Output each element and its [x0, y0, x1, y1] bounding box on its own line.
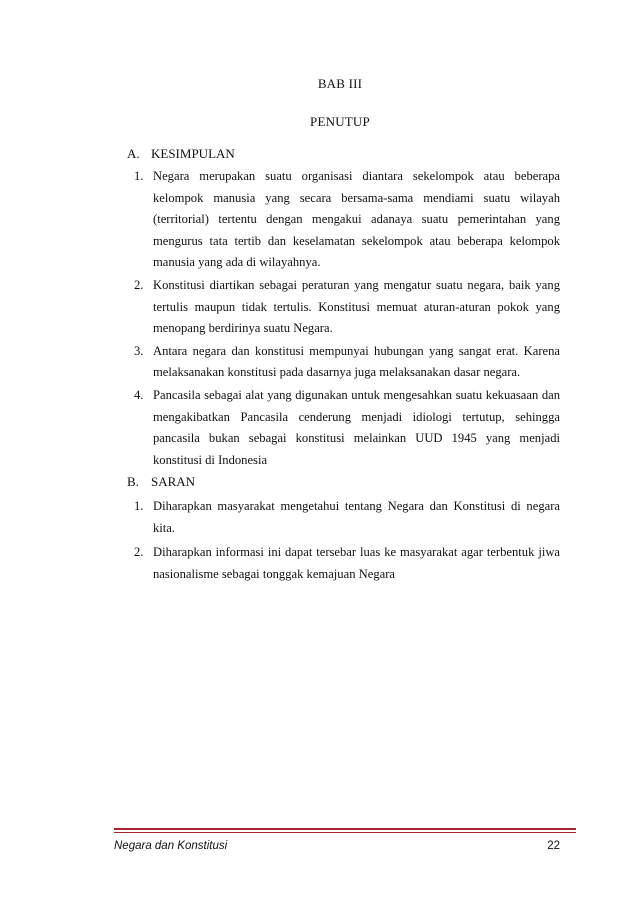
item-number: 2. [134, 545, 144, 560]
list-item [134, 166, 560, 274]
item-number: 1. [134, 169, 144, 183]
item-number: 4. [134, 387, 144, 402]
section-heading-saran [127, 474, 195, 490]
section-letter: B. [127, 474, 139, 489]
item-text: Antara negara dan konstitusi mempunyai hubungan yang sangat erat. Karena melaksanakan konstitusi pada dasarnya juga melaksanakan dasar negara. [153, 343, 560, 380]
chapter-number: BAB III [317, 76, 363, 91]
item-text: Konstitusi diartikan sebagai peraturan yang mengatur suatu negara, baik yang tertulis maupun tidak tertulis. Konstitusi memuat aturan-aturan pokok yang menopang berdirinya suatu Negara. [153, 277, 560, 336]
item-text: Negara merupakan suatu organisasi diantara sekelompok atau beberapa kelompok manusia yang secara bersama-sama mendiami suatu wilayah (territorial) tertentu dengan mengakui adanaya suatu pemerintahan yang mengurus tata tertib dan keselamatan sekelompok atau beberapa kelompok manusia yang ada di wilayahnya. [153, 169, 560, 270]
item-number: 2. [134, 277, 144, 292]
page-number: 22 [547, 840, 560, 852]
item-text: Diharapkan masyarakat mengetahui tentang Negara dan Konstitusi di negara kita. [153, 499, 560, 535]
list-item [134, 385, 560, 471]
footer-rule-thin [114, 832, 576, 833]
list-item [134, 496, 560, 539]
list-item [134, 275, 560, 340]
section-title: KESIMPULAN [151, 146, 235, 161]
footer-rule [114, 828, 576, 830]
item-text: Pancasila sebagai alat yang digunakan untuk mengesahkan suatu kekuasaan dan mengakibatkan Pancasila cenderung menjadi idiologi tertutup, sehingga pancasila bukan sebagai konstitusi melainkan UUD 1945 yang menjadi konstitusi di Indonesia [153, 387, 560, 467]
list-item [134, 341, 560, 384]
saran-list [134, 496, 560, 588]
item-number: 1. [134, 499, 144, 513]
section-heading-kesimpulan [127, 146, 235, 162]
section-letter: A. [127, 146, 140, 161]
footer-title: Negara dan Konstitusi [114, 840, 228, 852]
chapter-title: PENUTUP [310, 114, 370, 129]
section-title: SARAN [151, 474, 196, 489]
item-number: 3. [134, 343, 144, 358]
list-item [134, 542, 560, 585]
kesimpulan-list [134, 166, 560, 472]
item-text: Diharapkan informasi ini dapat tersebar luas ke masyarakat agar terbentuk jiwa nasionalisme sebagai tonggak kemajuan Negara [153, 545, 560, 581]
